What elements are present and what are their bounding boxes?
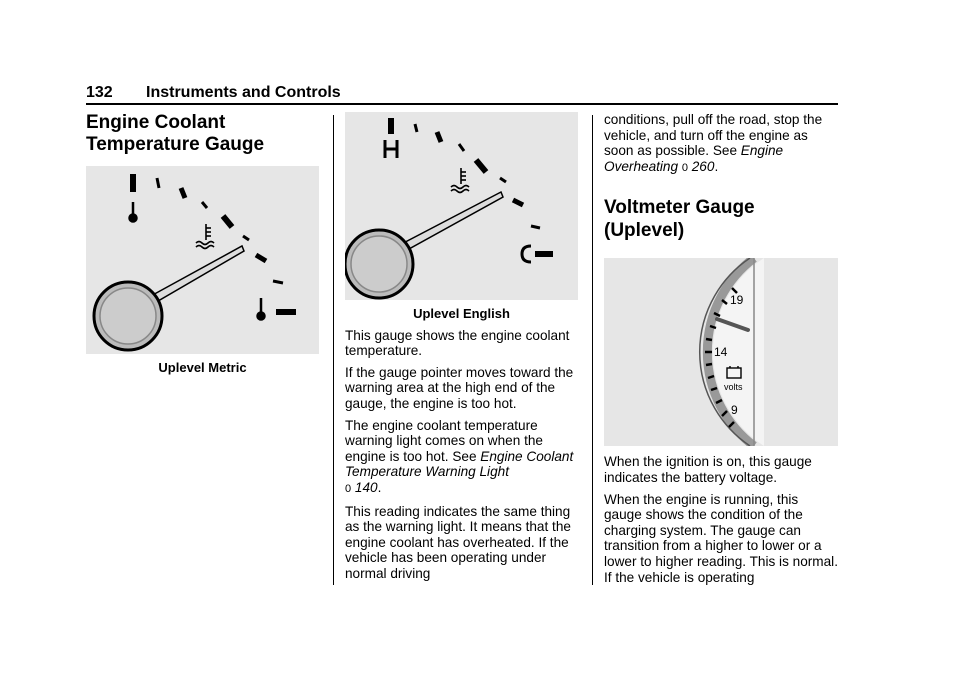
page-ref-icon: 0 (681, 161, 688, 174)
column-divider (592, 115, 593, 585)
cold-c-icon (522, 246, 531, 262)
gauge-label-19: 19 (730, 293, 744, 308)
coolant-gauge-metric-figure (86, 166, 319, 354)
hot-h-icon (385, 140, 397, 158)
coolant-gauge-english-illustration (345, 112, 578, 300)
cross-reference-link[interactable]: Engine Overheating (604, 143, 784, 174)
paragraph: If the gauge pointer moves toward the warning area at the high end of the gauge, the engine is too hot. (345, 364, 574, 411)
column-divider (333, 115, 334, 585)
cross-reference-link[interactable]: Engine Coolant Temperature Warning Light (345, 448, 574, 480)
coolant-gauge-metric-illustration (86, 166, 319, 354)
page-ref-icon: 0 (345, 482, 352, 495)
paragraph: The engine coolant temperature warning light comes on when the engine is too hot. See Engine Coolant Temperature Warning Light 0 140. (345, 417, 574, 495)
column-middle (345, 112, 578, 582)
page-reference[interactable]: 260 (691, 158, 715, 174)
paragraph: When the ignition is on, this gauge indicates the battery voltage. (604, 454, 812, 485)
thermometer-hot-icon (258, 298, 265, 320)
coolant-temperature-icon (451, 168, 469, 193)
column-left (86, 112, 319, 376)
figure-caption: Uplevel English (413, 306, 510, 321)
coolant-gauge-english-figure (345, 112, 578, 300)
column-right (604, 112, 838, 585)
voltmeter-gauge-illustration (604, 258, 838, 446)
header-rule (86, 103, 838, 105)
figure-caption: Uplevel Metric (158, 360, 247, 375)
paragraph: conditions, pull off the road, stop the vehicle, and turn off the engine as soon as possible. See Engine Overheating 0 260. (604, 112, 823, 174)
paragraph: When the engine is running, this gauge shows the condition of the charging system. The gauge can transition from a higher to lower or a lower to higher reading. This is normal. If the vehicle is operating (604, 491, 838, 585)
voltmeter-heading: Voltmeter Gauge (Uplevel) (604, 197, 755, 242)
coolant-heading: Engine Coolant Temperature Gauge (86, 112, 265, 155)
gauge-unit-label: volts (724, 382, 743, 393)
thermometer-cold-icon (130, 202, 137, 222)
voltmeter-gauge-figure (604, 258, 838, 446)
paragraph: This gauge shows the engine coolant temperature. (345, 327, 570, 359)
coolant-temperature-icon (196, 224, 214, 249)
gauge-label-14: 14 (714, 345, 728, 360)
section-title: Instruments and Controls (146, 84, 341, 101)
page-header (86, 84, 838, 104)
page-number: 132 (86, 84, 113, 101)
paragraph: This reading indicates the same thing as the warning light. It means that the engine coolant has overheated. If the vehicle has been operating under normal driving (345, 503, 571, 581)
page-reference[interactable]: 140 (354, 479, 378, 495)
gauge-label-9: 9 (731, 403, 738, 418)
